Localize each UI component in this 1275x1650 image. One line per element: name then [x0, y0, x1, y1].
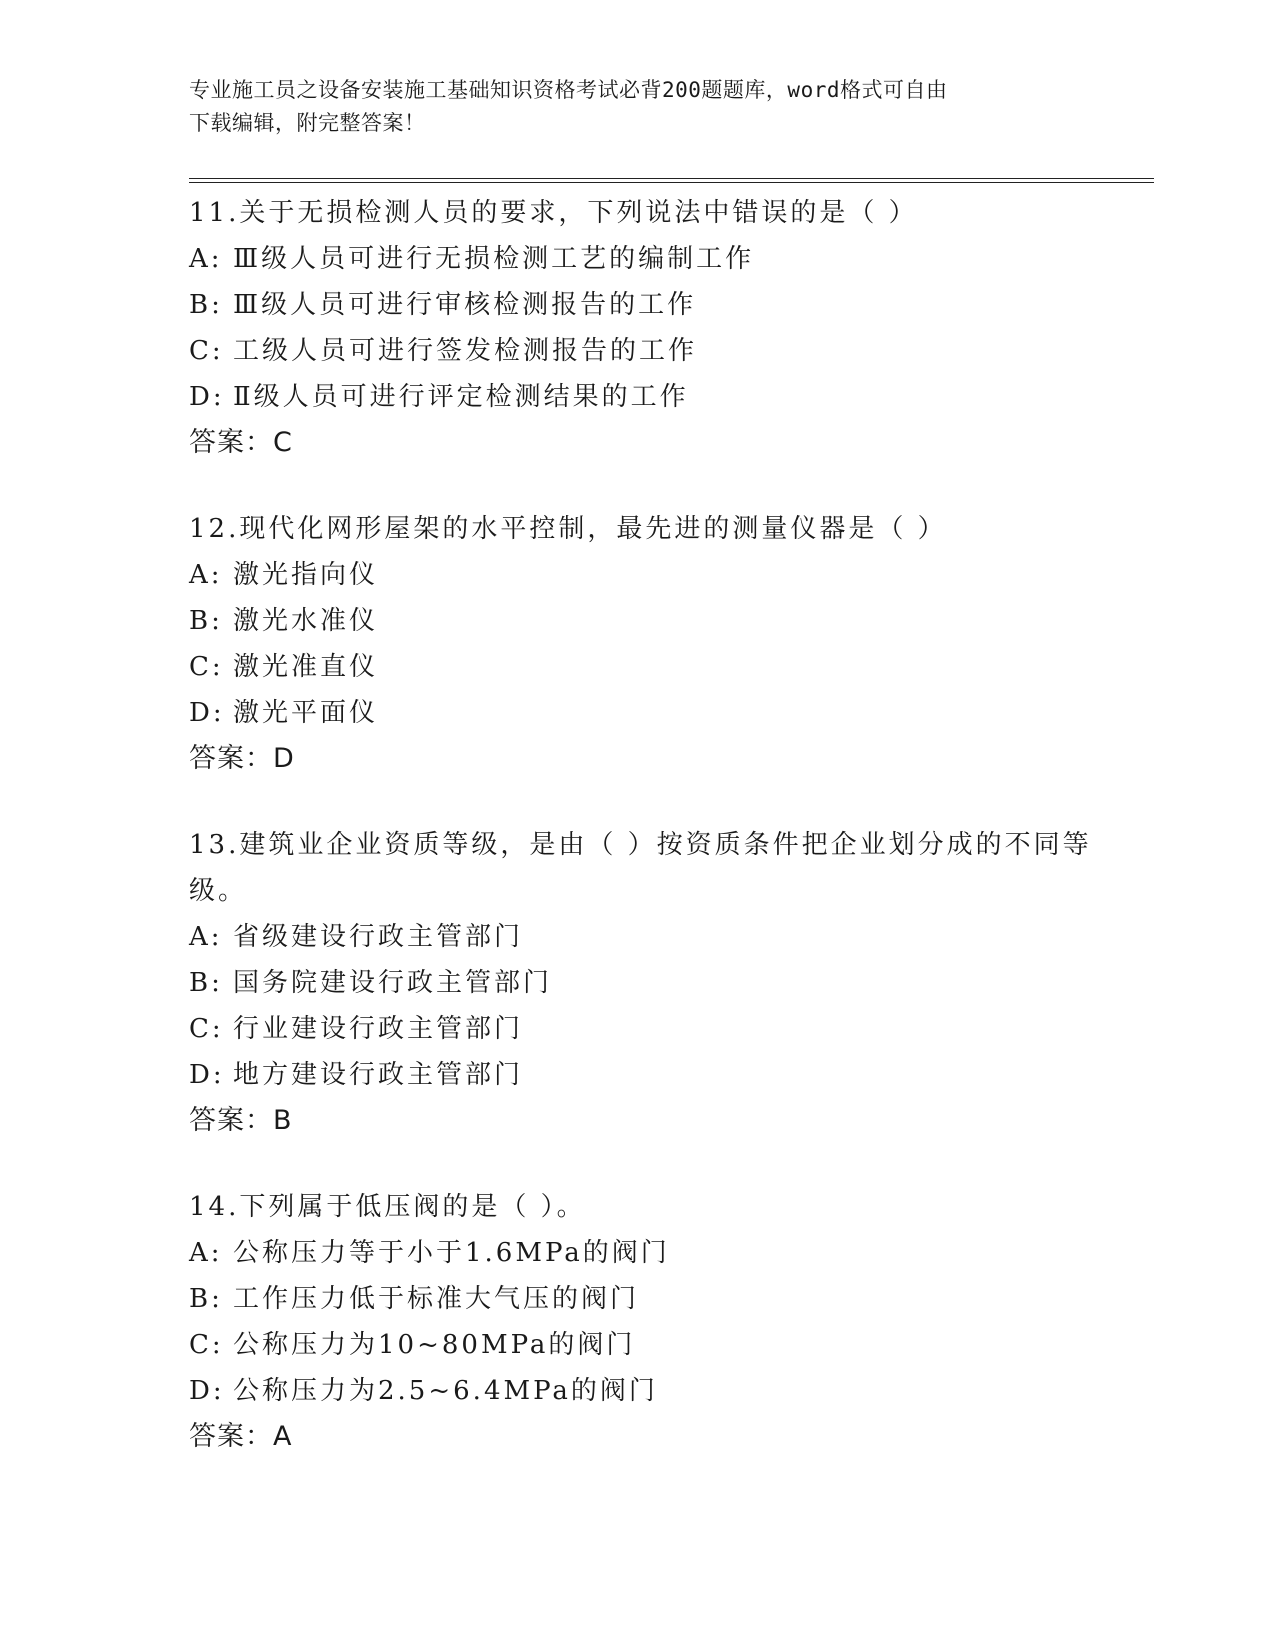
option-b [189, 282, 1109, 328]
option-text: 激光水准仪 [233, 606, 379, 636]
option-d [189, 690, 1109, 736]
option-d [189, 1052, 1109, 1098]
option-letter: C: [189, 336, 224, 366]
option-text: 工级人员可进行签发检测报告的工作 [233, 336, 698, 366]
option-text: 激光平面仪 [233, 698, 379, 728]
option-text: 激光准直仪 [233, 652, 379, 682]
option-c [189, 1322, 1109, 1368]
option-letter: D: [189, 698, 225, 728]
option-a [189, 1230, 1109, 1276]
option-letter: A: [189, 922, 223, 952]
option-text: 行业建设行政主管部门 [233, 1014, 524, 1044]
option-c [189, 1006, 1109, 1052]
answer-line: 答案：D [189, 743, 295, 774]
option-letter: B: [189, 1284, 223, 1314]
option-letter: C: [189, 1330, 224, 1360]
option-text: 工作压力低于标准大气压的阀门 [233, 1284, 640, 1314]
option-letter: A: [189, 1238, 223, 1268]
question-list [189, 190, 1109, 1500]
answer-line: 答案：C [189, 427, 293, 458]
option-c [189, 644, 1109, 690]
header-line-1: 专业施工员之设备安装施工基础知识资格考试必背200题题库，word格式可自由 [189, 78, 948, 102]
option-b [189, 1276, 1109, 1322]
question-stem: 14.下列属于低压阀的是（ ）。 [189, 1192, 586, 1222]
header-line-2: 下载编辑，附完整答案！ [189, 111, 426, 135]
option-text: 省级建设行政主管部门 [233, 922, 524, 952]
option-text: Ⅲ级人员可进行审核检测报告的工作 [233, 290, 697, 320]
option-text: Ⅲ级人员可进行无损检测工艺的编制工作 [233, 244, 755, 274]
option-letter: A: [189, 560, 223, 590]
option-b [189, 598, 1109, 644]
option-letter: D: [189, 382, 225, 412]
header-divider-bottom [189, 182, 1154, 183]
document-header [189, 74, 1089, 140]
option-text: 公称压力等于小于1.6MPa的阀门 [233, 1238, 670, 1268]
option-text: 公称压力为2.5~6.4MPa的阀门 [233, 1376, 658, 1406]
option-a [189, 236, 1109, 282]
option-letter: B: [189, 968, 223, 998]
option-text: 公称压力为10~80MPa的阀门 [233, 1330, 636, 1360]
option-d [189, 1368, 1109, 1414]
question-14 [189, 1184, 1109, 1460]
option-letter: B: [189, 290, 223, 320]
question-stem: 13.建筑业企业资质等级，是由（ ）按资质条件把企业划分成的不同等级。 [189, 830, 1092, 906]
question-12 [189, 506, 1109, 782]
question-13 [189, 822, 1109, 1144]
option-d [189, 374, 1109, 420]
option-text: 国务院建设行政主管部门 [233, 968, 553, 998]
option-c [189, 328, 1109, 374]
question-stem: 11.关于无损检测人员的要求，下列说法中错误的是（ ） [189, 198, 918, 228]
answer-line: 答案：A [189, 1421, 293, 1452]
header-divider-top [189, 178, 1154, 179]
option-text: 激光指向仪 [233, 560, 379, 590]
answer-line: 答案：B [189, 1105, 293, 1136]
option-letter: C: [189, 652, 224, 682]
option-a [189, 914, 1109, 960]
option-b [189, 960, 1109, 1006]
option-letter: D: [189, 1376, 225, 1406]
option-letter: C: [189, 1014, 224, 1044]
option-text: Ⅱ级人员可进行评定检测结果的工作 [233, 382, 689, 412]
option-text: 地方建设行政主管部门 [233, 1060, 524, 1090]
option-letter: A: [189, 244, 223, 274]
option-a [189, 552, 1109, 598]
question-11 [189, 190, 1109, 466]
option-letter: B: [189, 606, 223, 636]
option-letter: D: [189, 1060, 225, 1090]
question-stem: 12.现代化网形屋架的水平控制，最先进的测量仪器是（ ） [189, 514, 947, 544]
